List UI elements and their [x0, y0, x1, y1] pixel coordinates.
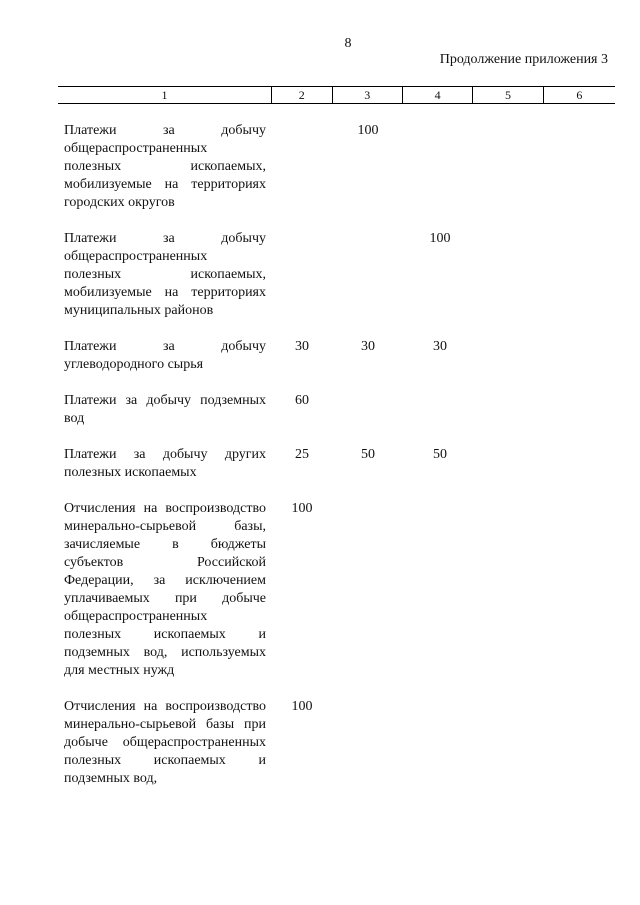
table-header [58, 86, 615, 104]
column-header-1: 1 [58, 87, 272, 103]
row-value-col3: 30 [361, 339, 375, 354]
table-row [64, 698, 624, 788]
row-label: Платежи за добычу подземных вод [64, 393, 266, 426]
row-label: Платежи за добычу углеводородного сырья [64, 339, 266, 372]
column-header-3: 3 [333, 87, 403, 103]
row-value-col3: 100 [357, 123, 379, 138]
row-value-col4: 50 [433, 447, 447, 462]
column-header-2: 2 [272, 87, 332, 103]
row-value-col4: 30 [433, 339, 447, 354]
row-value-col2: 100 [291, 501, 313, 516]
row-label: Отчисления на воспроизводство минерально-сырьевой базы при добыче общераспространенных полезных ископаемых и подземных вод, [64, 699, 266, 786]
continuation-label: Продолжение приложения 3 [439, 52, 608, 67]
row-label: Платежи за добычу общераспространенных полезных ископаемых, мобилизуемые на территориях городских округов [64, 123, 266, 210]
row-value-col4: 100 [429, 231, 451, 246]
table-row [64, 446, 624, 482]
table-row [64, 122, 624, 212]
row-value-col2: 30 [295, 339, 309, 354]
page-number: 8 [344, 36, 352, 51]
row-value-col2: 25 [295, 447, 309, 462]
row-value-col3: 50 [361, 447, 375, 462]
column-header-6: 6 [576, 88, 583, 102]
table-body [64, 122, 624, 806]
column-header-4: 4 [403, 87, 473, 103]
row-label: Платежи за добычу других полезных ископаемых [64, 447, 266, 480]
row-value-col2: 60 [295, 393, 309, 408]
table-row [64, 230, 624, 320]
table-row [64, 338, 624, 374]
column-header-5: 5 [473, 87, 543, 103]
row-label: Отчисления на воспроизводство минерально-сырьевой базы, зачисляемые в бюджеты субъектов Российской Федерации, за исключением уплачиваемых при добыче общераспространенных полезных ископаемых и подземных вод, используемых для местных нужд [64, 501, 266, 678]
table-row [64, 500, 624, 680]
row-label: Платежи за добычу общераспространенных полезных ископаемых, мобилизуемые на территориях муниципальных районов [64, 231, 266, 318]
row-value-col2: 100 [291, 699, 313, 714]
table-row [64, 392, 624, 428]
